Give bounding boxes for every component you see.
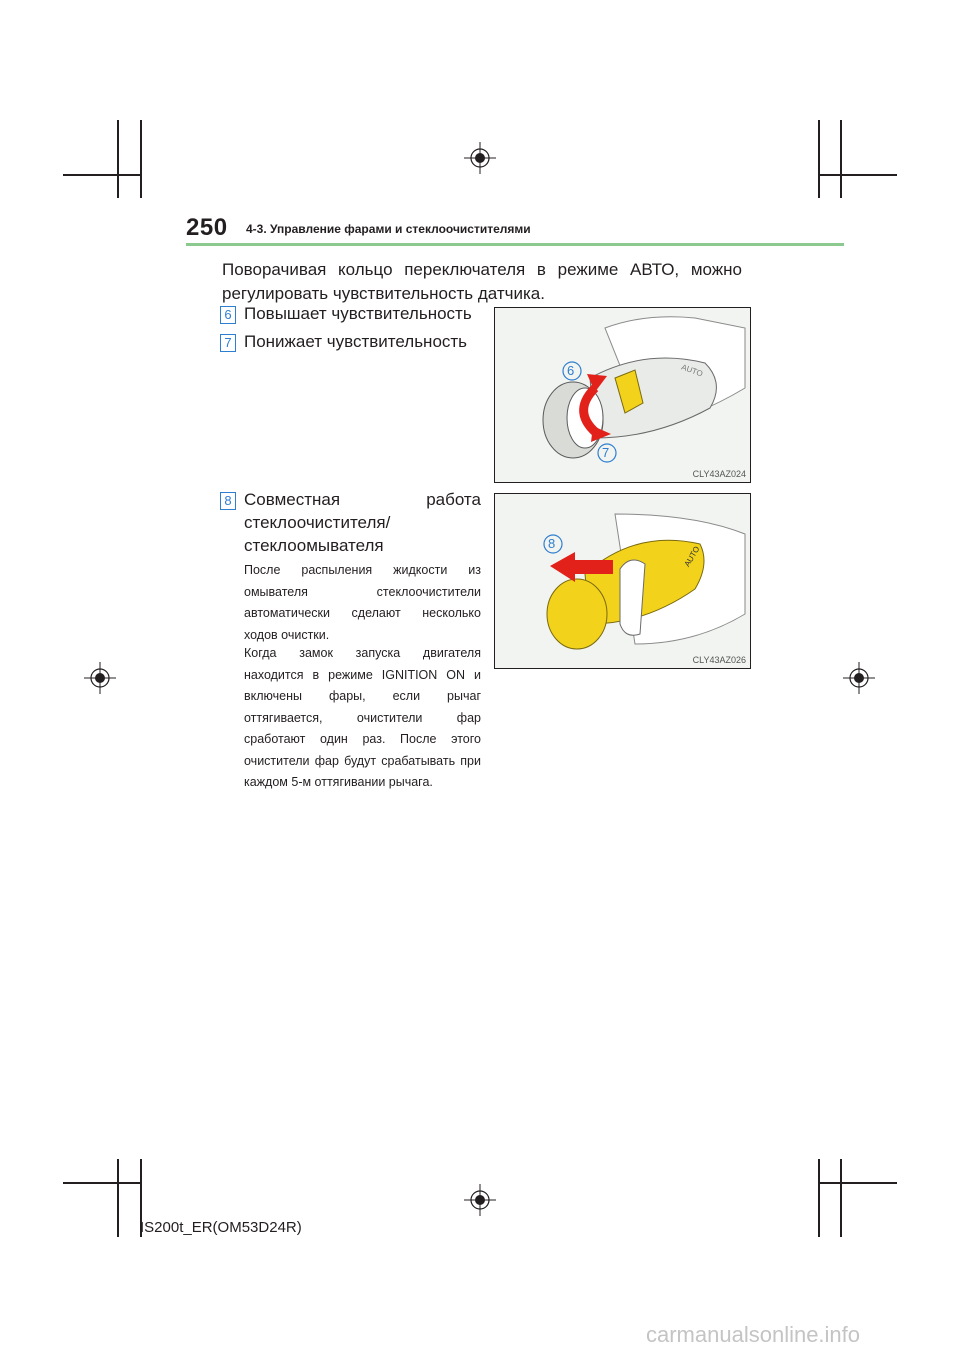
crop-mark: [117, 1159, 119, 1237]
figure-sensitivity-ring: [494, 307, 751, 483]
callout-6: 6: [567, 363, 575, 378]
crop-mark: [818, 120, 820, 198]
crop-mark: [818, 1159, 820, 1237]
item-label-7: Понижает чувствительность: [244, 332, 468, 351]
item-number-7: 7: [220, 334, 236, 352]
note-paragraph: После распыления жидкости из омывателя стеклоочистители автоматически сделают несколько ходов очистки.: [244, 563, 481, 642]
knob-label: AUTO: [680, 362, 704, 379]
item-label-8: Совместная работа стеклоочистителя/ стеклоомывателя: [244, 490, 481, 555]
registration-mark-icon: [464, 142, 496, 174]
callout-8: 8: [548, 536, 556, 551]
registration-mark-icon: [84, 662, 116, 694]
header-rule: [186, 243, 844, 246]
figure-code: CLY43AZ024: [692, 469, 746, 479]
crop-mark: [840, 120, 842, 198]
model-code: IS200t_ER(OM53D24R): [140, 1219, 302, 1236]
crop-mark: [117, 120, 119, 198]
crop-mark: [140, 120, 142, 198]
lever-illustration: [495, 494, 750, 668]
knob-label: AUTO: [682, 544, 702, 569]
intro-paragraph: Поворачивая кольцо переключателя в режиме АВТО, можно регулировать чувствительность датчика.: [222, 260, 742, 303]
figure-washer-operation: [494, 493, 751, 669]
note-paragraph: Когда замок запуска двигателя находится в режиме IGNITION ON и включены фары, если рычаг оттягивается, очистители фар сработают один раз. После этого очистители фар будут срабатывать при каждом 5-м оттягивании рычага.: [244, 646, 481, 789]
lever-illustration: [495, 308, 750, 482]
crop-mark: [63, 174, 142, 176]
page-number: 250: [186, 214, 228, 241]
crop-mark: [818, 174, 897, 176]
crop-mark: [63, 1182, 142, 1184]
registration-mark-icon: [464, 1184, 496, 1216]
registration-mark-icon: [843, 662, 875, 694]
figure-code: CLY43AZ026: [692, 655, 746, 665]
item-label-6: Повышает чувствительность: [244, 304, 472, 323]
crop-mark: [840, 1159, 842, 1237]
callout-7: 7: [602, 445, 610, 460]
watermark[interactable]: carmanualsonline.info: [646, 1322, 861, 1347]
item-number-8: 8: [220, 492, 236, 510]
section-title: 4-3. Управление фарами и стеклоочистителями: [246, 222, 531, 236]
crop-mark: [818, 1182, 897, 1184]
item-number-6: 6: [220, 306, 236, 324]
